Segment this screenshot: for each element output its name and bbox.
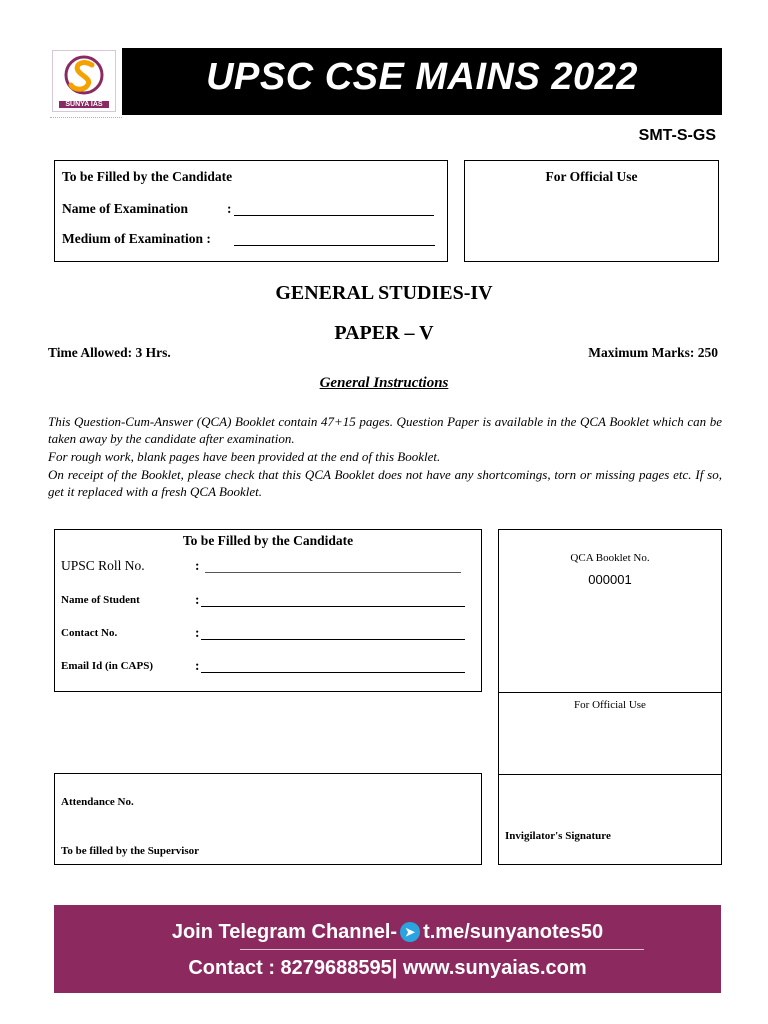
invigilator-signature-label: Invigilator's Signature (505, 830, 611, 842)
supervisor-label: To be filled by the Supervisor (61, 845, 200, 857)
contact-colon: : (195, 625, 200, 640)
telegram-prefix: Join Telegram Channel- (171, 921, 398, 943)
student-name-colon: : (195, 592, 200, 607)
contact-line: Contact : 8279688595| www.sunyaias.com (188, 957, 587, 979)
medium-label: Medium of Examination : (62, 231, 211, 246)
exam-name-field[interactable] (234, 215, 434, 216)
roll-no-field[interactable] (205, 572, 461, 573)
roll-no-label: UPSC Roll No. (61, 558, 145, 573)
contact-field[interactable] (201, 639, 465, 640)
email-field[interactable] (201, 672, 465, 673)
candidate-info-box (54, 160, 448, 262)
instruction-2: For rough work, blank pages have been provided at the end of this Booklet. (48, 449, 441, 464)
medium-field[interactable] (234, 245, 435, 246)
paper-code: SMT-S-GS (638, 127, 716, 144)
student-details-box (54, 529, 482, 692)
telegram-line (54, 921, 721, 944)
page-title: UPSC CSE MAINS 2022 (206, 56, 638, 98)
telegram-link[interactable]: t.me/sunyanotes50 (423, 921, 604, 943)
subject-title: GENERAL STUDIES-IV (275, 282, 493, 304)
time-allowed: Time Allowed: 3 Hrs. (48, 345, 171, 360)
exam-name-colon: : (227, 201, 232, 216)
footer-banner (54, 905, 721, 993)
maximum-marks: Maximum Marks: 250 (588, 345, 718, 360)
email-label: Email Id (in CAPS) (61, 660, 153, 672)
title-banner (122, 48, 722, 115)
booklet-no-label: QCA Booklet No. (570, 552, 650, 564)
attendance-label: Attendance No. (61, 796, 134, 808)
paper-number: PAPER – V (334, 322, 434, 344)
official-use-box (464, 160, 719, 262)
student-name-label: Name of Student (61, 594, 140, 606)
telegram-icon: ➤ (400, 922, 420, 942)
official-use-heading: For Official Use (545, 169, 638, 184)
exam-name-label: Name of Examination (62, 201, 188, 216)
sunya-ias-logo (52, 50, 116, 112)
candidate-box-heading: To be Filled by the Candidate (62, 169, 233, 184)
booklet-divider-1 (499, 692, 721, 693)
roll-no-colon: : (195, 558, 200, 573)
student-name-field[interactable] (201, 606, 465, 607)
instruction-3: On receipt of the Booklet, please check that this QCA Booklet does not have any shortcomings, torn or missing pages etc. If so, get it replaced with a fresh QCA Booklet. (48, 467, 722, 499)
instructions-heading-wrap (0, 374, 768, 392)
email-colon: : (195, 658, 200, 673)
logo-s-icon (53, 53, 115, 99)
instruction-1: This Question-Cum-Answer (QCA) Booklet contain 47+15 pages. Question Paper is available in the QCA Booklet which can be taken away by the candidate after examination. (48, 414, 722, 446)
supervisor-box (54, 773, 482, 865)
booklet-number: 000001 (588, 572, 632, 587)
instructions-heading: General Instructions (319, 375, 449, 391)
footer-divider (240, 949, 644, 950)
booklet-official-use: For Official Use (574, 699, 646, 711)
booklet-divider-2 (499, 774, 721, 775)
details-box-heading: To be Filled by the Candidate (182, 533, 354, 548)
logo-text: SUNYA IAS (59, 101, 109, 108)
contact-label: Contact No. (61, 627, 118, 639)
booklet-box (498, 529, 722, 865)
logo-underline (50, 117, 122, 118)
